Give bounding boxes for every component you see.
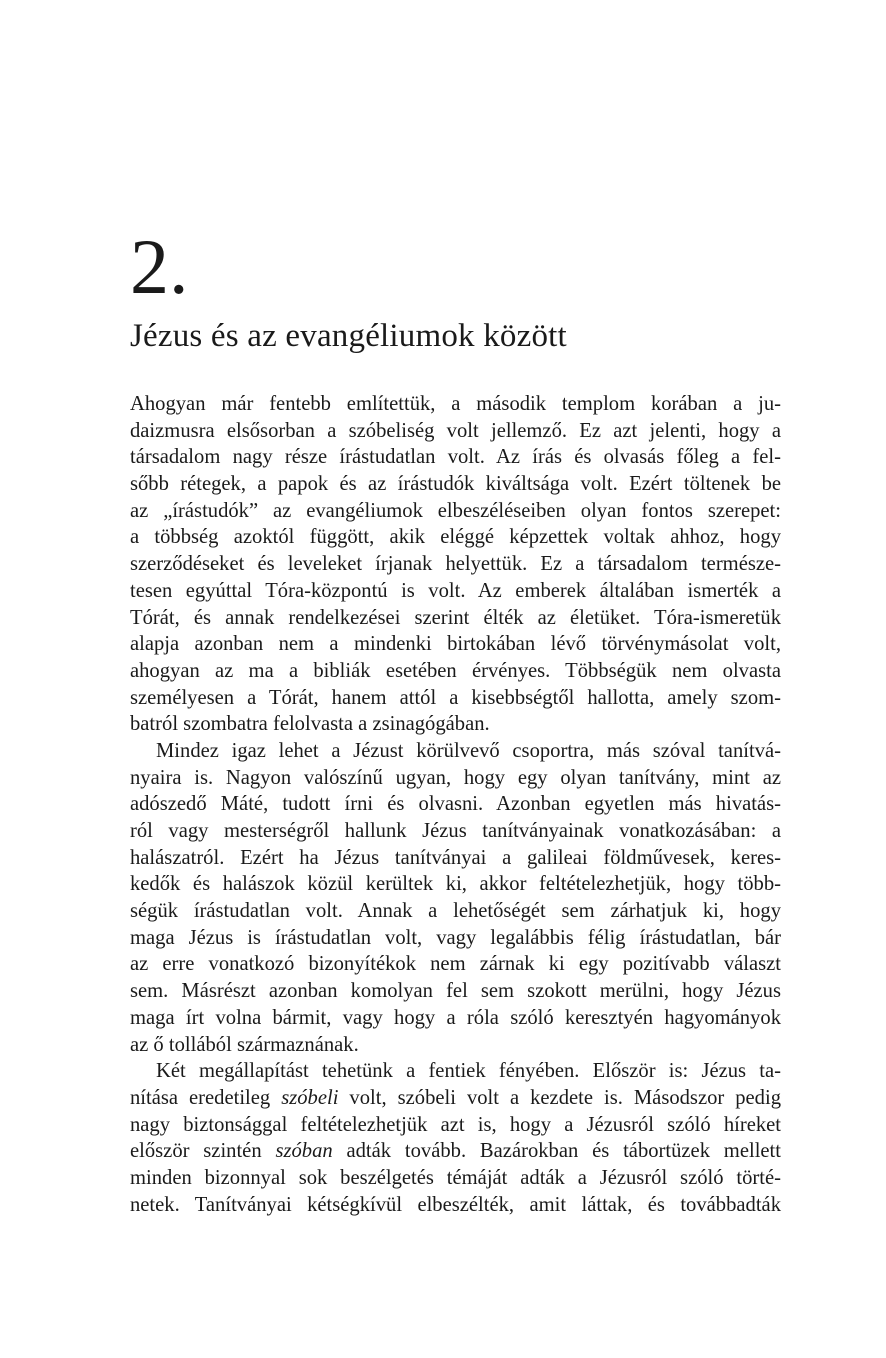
text-line: személyesen a Tórát, hanem attól a kisebbségtől hallotta, amely szom- xyxy=(130,686,781,709)
text-line: adószedő Máté, tudott írni és olvasni. Azonban egyetlen más hivatás- xyxy=(130,793,781,816)
paragraph xyxy=(130,1058,781,1218)
text-line: a többség azoktól függött, akik eléggé képzettek voltak ahhoz, hogy xyxy=(130,526,781,549)
text-line: netek. Tanítványai kétségkívül elbeszélték, amit láttak, és továbbadták xyxy=(130,1193,781,1216)
text-line: minden bizonnyal sok beszélgetés témáját adták a Jézusról szóló törté- xyxy=(130,1166,781,1189)
book-page xyxy=(130,0,781,1358)
text-line: nyaira is. Nagyon valószínű ugyan, hogy egy olyan tanítvány, mint az xyxy=(130,766,781,789)
text-line: halászatról. Ezért ha Jézus tanítványai a galileai földművesek, keres- xyxy=(130,846,781,869)
text-line: az erre vonatkozó bizonyítékok nem zárnak ki egy pozitívabb választ xyxy=(130,953,781,976)
chapter-number: 2. xyxy=(130,223,189,310)
body-text xyxy=(130,391,781,1218)
text-line: kedők és halászok közül kerültek ki, akkor feltételezhetjük, hogy több- xyxy=(130,873,781,896)
text-line: batról szombatra felolvasta a zsinagógában. xyxy=(130,713,490,736)
text-line: először szintén szóban adták tovább. Bazárokban és tábortüzek mellett xyxy=(130,1140,781,1163)
text-line: Tórát, és annak rendelkezései szerint élték az életüket. Tóra-ismeretük xyxy=(130,606,781,629)
emphasis: szóbeli xyxy=(281,1086,339,1109)
text-line: ahogyan az ma a bibliák esetében érvényes. Többségük nem olvasta xyxy=(130,659,781,682)
text-line: társadalom nagy része írástudatlan volt. Az írás és olvasás főleg a fel- xyxy=(130,446,781,469)
text-line: Ahogyan már fentebb említettük, a második templom korában a ju- xyxy=(130,393,781,415)
text-line: ról vagy mesterségről hallunk Jézus tanítványainak vonatkozásában: a xyxy=(130,820,781,842)
text-line: ségük írástudatlan volt. Annak a lehetőségét sem zárhatjuk ki, hogy xyxy=(130,900,781,923)
text-line: az „írástudók” az evangéliumok elbeszéléseiben olyan fontos szerepet: xyxy=(130,499,781,522)
text-line: daizmusra elsősorban a szóbeliség volt jellemző. Ez azt jelenti, hogy a xyxy=(130,419,781,442)
text-line: Mindez igaz lehet a Jézust körülvevő csoportra, más szóval tanítvá- xyxy=(156,739,781,762)
text-line: az ő tollából származnának. xyxy=(130,1033,359,1056)
text-line: alapja azonban nem a mindenki birtokában lévő törvénymásolat volt, xyxy=(130,633,781,656)
chapter-title: Jézus és az evangéliumok között xyxy=(130,318,567,354)
text-line: szerződéseket és leveleket írjanak helyettük. Ez a társadalom természe- xyxy=(130,553,781,576)
paragraph xyxy=(130,391,781,738)
text-line: tesen egyúttal Tóra-központú is volt. Az emberek általában ismerték a xyxy=(130,579,781,602)
emphasis: szóban xyxy=(275,1140,333,1163)
paragraph xyxy=(130,738,781,1058)
text-line: nagy biztonsággal feltételezhetjük azt is, hogy a Jézusról szóló híreket xyxy=(130,1113,781,1136)
text-line: maga Jézus is írástudatlan volt, vagy legalábbis félig írástudatlan, bár xyxy=(130,926,781,949)
text-line: maga írt volna bármit, vagy hogy a róla szóló keresztyén hagyományok xyxy=(130,1006,781,1029)
text-line: sem. Másrészt azonban komolyan fel sem szokott merülni, hogy Jézus xyxy=(130,980,781,1003)
text-line: Két megállapítást tehetünk a fentiek fényében. Először is: Jézus ta- xyxy=(156,1060,781,1083)
text-line: nítása eredetileg szóbeli volt, szóbeli volt a kezdete is. Másodszor pedig xyxy=(130,1086,781,1109)
text-line: sőbb rétegek, a papok és az írástudók kiváltsága volt. Ezért töltenek be xyxy=(130,473,781,496)
